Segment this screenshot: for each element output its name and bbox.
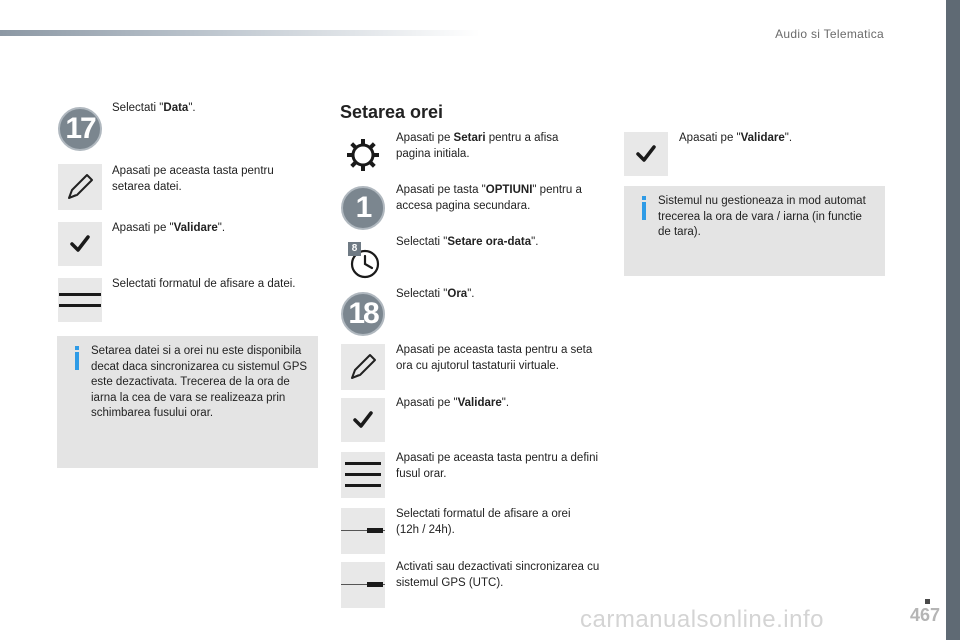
watermark: carmanualsonline.info <box>580 606 824 633</box>
info-note-text: Setarea datei si a orei nu este disponibila decat daca sincronizarea cu sistemul GPS este dezactivata. Trecerea de la ora de iarna la cea de vara se realizeaza prin schimbarea fusului orar. <box>91 345 308 419</box>
step-keyword: Validare <box>173 222 218 234</box>
step-timezone: Apasati pe aceasta tasta pentru a defini fusul orar. <box>396 452 599 480</box>
step-keyword: Ora <box>447 288 468 300</box>
date-format-key-box <box>58 278 102 322</box>
step-validate-final: Apasati pe "Validare". <box>679 132 793 144</box>
checkmark-icon <box>69 233 91 255</box>
step-badge-18: 18 <box>341 292 385 336</box>
step-edit-hour: Apasati pe aceasta tasta pentru a seta ora cu ajutorul tastaturii virtuale. <box>396 344 593 372</box>
page-marker <box>925 599 930 604</box>
page-edge-bar <box>946 0 960 640</box>
step-keyword: Setari <box>453 132 486 144</box>
timezone-key-box <box>341 452 385 498</box>
step-hour-format: Selectati formatul de afisare a orei (12h / 24h). <box>396 508 571 536</box>
checkmark-icon <box>635 143 657 165</box>
section-header-title: Audio si Telematica <box>775 27 884 41</box>
edit-key-box <box>58 164 102 210</box>
page-number: 467 <box>909 605 940 625</box>
step-time-date-setting: Selectati "Setare ora-data". <box>396 236 539 248</box>
section-title: Setarea orei <box>340 102 444 122</box>
validate-key-box <box>624 132 668 176</box>
info-icon <box>71 346 83 370</box>
step-validate-date: Apasati pe "Validare". <box>112 222 226 234</box>
step-keyword: OPTIUNI <box>485 184 533 196</box>
menu-icon <box>345 460 381 490</box>
pencil-icon <box>65 172 95 202</box>
step-badge-1: 1 <box>341 186 385 230</box>
step-badge-17: 17 <box>58 107 102 151</box>
step-edit-date: Apasati pe aceasta tasta pentru setarea datei. <box>112 165 274 193</box>
step-keyword: Setare ora-data <box>447 236 532 248</box>
step-keyword: Validare <box>740 132 785 144</box>
step-options: Apasati pe tasta "OPTIUNI" pentru a accesa pagina secundara. <box>396 184 582 212</box>
header-accent-bar <box>0 30 480 36</box>
info-note-text: Sistemul nu gestioneaza in mod automat trecerea la ora de vara / iarna (in functie de tara). <box>658 195 866 238</box>
validate-key-box <box>341 398 385 442</box>
format-bar-icon <box>59 292 101 308</box>
edit-key-box <box>341 344 385 390</box>
step-date-format: Selectati formatul de afisare a datei. <box>112 278 296 290</box>
step-keyword: Validare <box>457 397 502 409</box>
step-badge-8: 8 <box>348 242 361 256</box>
step-gps-sync: Activati sau dezactivati sincronizarea cu sistemul GPS (UTC). <box>396 561 600 589</box>
step-select-hour: Selectati "Ora". <box>396 288 475 300</box>
toggle-slider-icon <box>341 580 385 590</box>
info-note-date <box>57 336 318 468</box>
settings-key-box <box>341 132 385 178</box>
hour-format-key-box <box>341 508 385 554</box>
step-settings: Apasati pe Setari pentru a afisa pagina initiala. <box>396 132 559 160</box>
gear-icon <box>346 138 380 172</box>
gps-sync-key-box <box>341 562 385 608</box>
info-icon <box>638 196 650 220</box>
checkmark-icon <box>352 409 374 431</box>
pencil-icon <box>348 352 378 382</box>
step-validate-hour: Apasati pe "Validare". <box>396 397 510 409</box>
toggle-slider-icon <box>341 526 385 536</box>
step-keyword: Data <box>163 102 189 114</box>
step-select-date: Selectati "Data". <box>112 102 196 114</box>
info-note-dst <box>624 186 885 276</box>
validate-key-box <box>58 222 102 266</box>
